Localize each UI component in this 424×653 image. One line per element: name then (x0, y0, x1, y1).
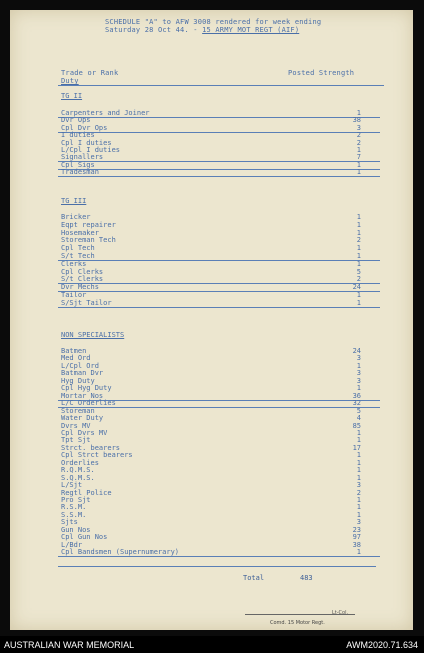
posted-strength-value: 36 (352, 391, 361, 400)
trade-name: Tailor (61, 291, 87, 299)
table-row (61, 237, 361, 245)
posted-strength-value: 1 (356, 291, 361, 299)
posted-strength-value: 1 (356, 384, 361, 393)
posted-strength-value: 32 (352, 399, 361, 408)
posted-strength-value: 1 (356, 109, 361, 117)
trade-name: Cpl Dvrs MV (61, 428, 108, 437)
total-label: Total (243, 574, 265, 582)
posted-strength-value: 1 (356, 510, 361, 519)
trade-name: S/t Clerks (61, 275, 104, 284)
trade-name: L/Bdr (61, 540, 83, 549)
trade-name: Eqpt repairer (61, 220, 116, 229)
posted-strength-value: 7 (356, 153, 361, 162)
trade-name: Cpl I duties (61, 138, 112, 147)
posted-strength-value: 2 (356, 236, 361, 245)
row-underline (58, 176, 380, 177)
column-header-posted-strength: Posted Strength (288, 69, 355, 77)
posted-strength-value: 2 (356, 275, 361, 284)
trade-name: L/Sjt (61, 481, 83, 490)
signature-rank: Lt-Col. (332, 610, 349, 616)
trade-name: R.S.M. (61, 503, 87, 512)
total-rule (58, 566, 376, 567)
posted-strength-value: 97 (352, 533, 361, 542)
posted-strength-value: 24 (352, 347, 361, 355)
trade-name: Gun Nos (61, 525, 91, 534)
trade-name: Cpl Clerks (61, 267, 104, 276)
trade-name: Cpl Bandsmen (Supernumerary) (61, 548, 180, 557)
week-ending-text: Saturday 28 Oct 44. - (105, 26, 203, 34)
trade-name: Cpl Strct bearers (61, 451, 133, 460)
schedule-title-line1: SCHEDULE "A" to AFW 3008 rendered for week ending (105, 18, 322, 26)
trade-name: L/C Orderlies (61, 399, 116, 408)
posted-strength-value: 1 (356, 146, 361, 154)
posted-strength-value: 85 (352, 421, 361, 430)
trade-name: Dvrs MV (61, 421, 91, 430)
trade-name: I duties (61, 131, 95, 140)
posted-strength-value: 4 (356, 414, 361, 423)
trade-name: Cpl Gun Nos (61, 533, 108, 542)
archive-footer (0, 636, 424, 653)
posted-strength-value: 1 (356, 168, 361, 177)
posted-strength-value: 3 (356, 354, 361, 363)
trade-name: Tradesman (61, 168, 99, 177)
trade-name: L/Cpl I duties (61, 146, 121, 154)
section-title: TG II (61, 92, 83, 100)
unit-name: 15 ARMY MOT REGT (AIF) (202, 26, 300, 34)
total-value: 483 (300, 574, 313, 582)
trade-name: S.S.M. (61, 510, 87, 519)
trade-name: Hyg Duty (61, 376, 95, 385)
posted-strength-value: 1 (356, 548, 361, 557)
footer-institution: AUSTRALIAN WAR MEMORIAL (4, 640, 135, 650)
trade-name: Dvr Mechs (61, 283, 99, 292)
posted-strength-value: 2 (356, 131, 361, 140)
section-title: TG III (61, 197, 87, 205)
posted-strength-value: 2 (356, 138, 361, 147)
posted-strength-value: 17 (352, 443, 361, 452)
trade-name: Hosemaker (61, 228, 99, 237)
signature-caption: Comd. 15 Motor Regt. (270, 620, 325, 626)
posted-strength-value: 38 (352, 540, 361, 549)
posted-strength-value: 23 (352, 525, 361, 534)
posted-strength-value: 1 (356, 298, 361, 307)
posted-strength-value: 3 (356, 123, 361, 132)
table-row (61, 245, 361, 253)
table-row (61, 261, 361, 269)
posted-strength-value: 1 (356, 160, 361, 169)
trade-name: Med Ord (61, 354, 91, 363)
posted-strength-value: 1 (356, 496, 361, 504)
trade-name: Storeman (61, 406, 95, 415)
trade-name: Orderlies (61, 458, 99, 467)
trade-name: Sjts (61, 518, 78, 527)
posted-strength-value: 1 (356, 458, 361, 467)
row-underline (58, 307, 380, 308)
trade-name: S.Q.M.S. (61, 473, 95, 482)
trade-name: Batmen (61, 347, 87, 355)
posted-strength-value: 24 (352, 283, 361, 292)
trade-name: Cpl Sigs (61, 160, 95, 169)
posted-strength-value: 3 (356, 369, 361, 378)
trade-name: R.Q.M.S. (61, 466, 95, 475)
table-row (61, 269, 361, 277)
posted-strength-value: 1 (356, 473, 361, 482)
posted-strength-value: 5 (356, 406, 361, 415)
trade-name: S/t Tech (61, 252, 95, 260)
trade-name: Carpenters and Joiner (61, 109, 150, 117)
trade-name: L/Cpl Ord (61, 361, 99, 370)
row-underline (58, 556, 380, 557)
trade-name: Mortar Nos (61, 391, 104, 400)
trade-name: Strct. bearers (61, 443, 121, 452)
posted-strength-value: 1 (356, 436, 361, 445)
posted-strength-value: 1 (356, 428, 361, 437)
posted-strength-value: 3 (356, 481, 361, 490)
trade-name: Dvr Ops (61, 116, 91, 125)
posted-strength-value: 1 (356, 220, 361, 229)
table-row (61, 222, 361, 230)
trade-name: Storeman Tech (61, 236, 116, 245)
trade-name: Cpl Tech (61, 244, 95, 253)
footer-accession-id: AWM2020.71.634 (346, 640, 418, 650)
trade-name: Regtl Police (61, 488, 112, 497)
trade-name: Cpl Hyg Duty (61, 384, 112, 393)
posted-strength-value: 1 (356, 244, 361, 253)
section-title: NON SPECIALISTS (61, 331, 125, 339)
posted-strength-value: 1 (356, 361, 361, 370)
trade-name: S/Sjt Tailor (61, 298, 112, 307)
posted-strength-value: 1 (356, 228, 361, 237)
trade-name: Clerks (61, 259, 87, 268)
trade-name: Tpt Sjt (61, 436, 91, 445)
posted-strength-value: 38 (352, 116, 361, 125)
posted-strength-value: 5 (356, 267, 361, 276)
trade-name: Batman Dvr (61, 369, 104, 378)
trade-name: Cpl Dvr Ops (61, 123, 108, 132)
posted-strength-value: 2 (356, 488, 361, 497)
trade-name: Bricker (61, 213, 91, 221)
trade-name: Signallers (61, 153, 104, 162)
posted-strength-value: 1 (356, 252, 361, 260)
header-rule (58, 85, 384, 86)
posted-strength-value: 1 (356, 503, 361, 512)
trade-name: Water Duty (61, 414, 104, 423)
posted-strength-value: 1 (356, 451, 361, 460)
column-header-duty: Duty (61, 77, 79, 85)
posted-strength-value: 3 (356, 376, 361, 385)
posted-strength-value: 1 (356, 213, 361, 221)
posted-strength-value: 1 (356, 259, 361, 268)
schedule-title-line2 (105, 27, 299, 34)
posted-strength-value: 1 (356, 466, 361, 475)
column-header-trade: Trade or Rank (61, 69, 119, 77)
posted-strength-value: 3 (356, 518, 361, 527)
trade-name: Pro Sjt (61, 496, 91, 504)
